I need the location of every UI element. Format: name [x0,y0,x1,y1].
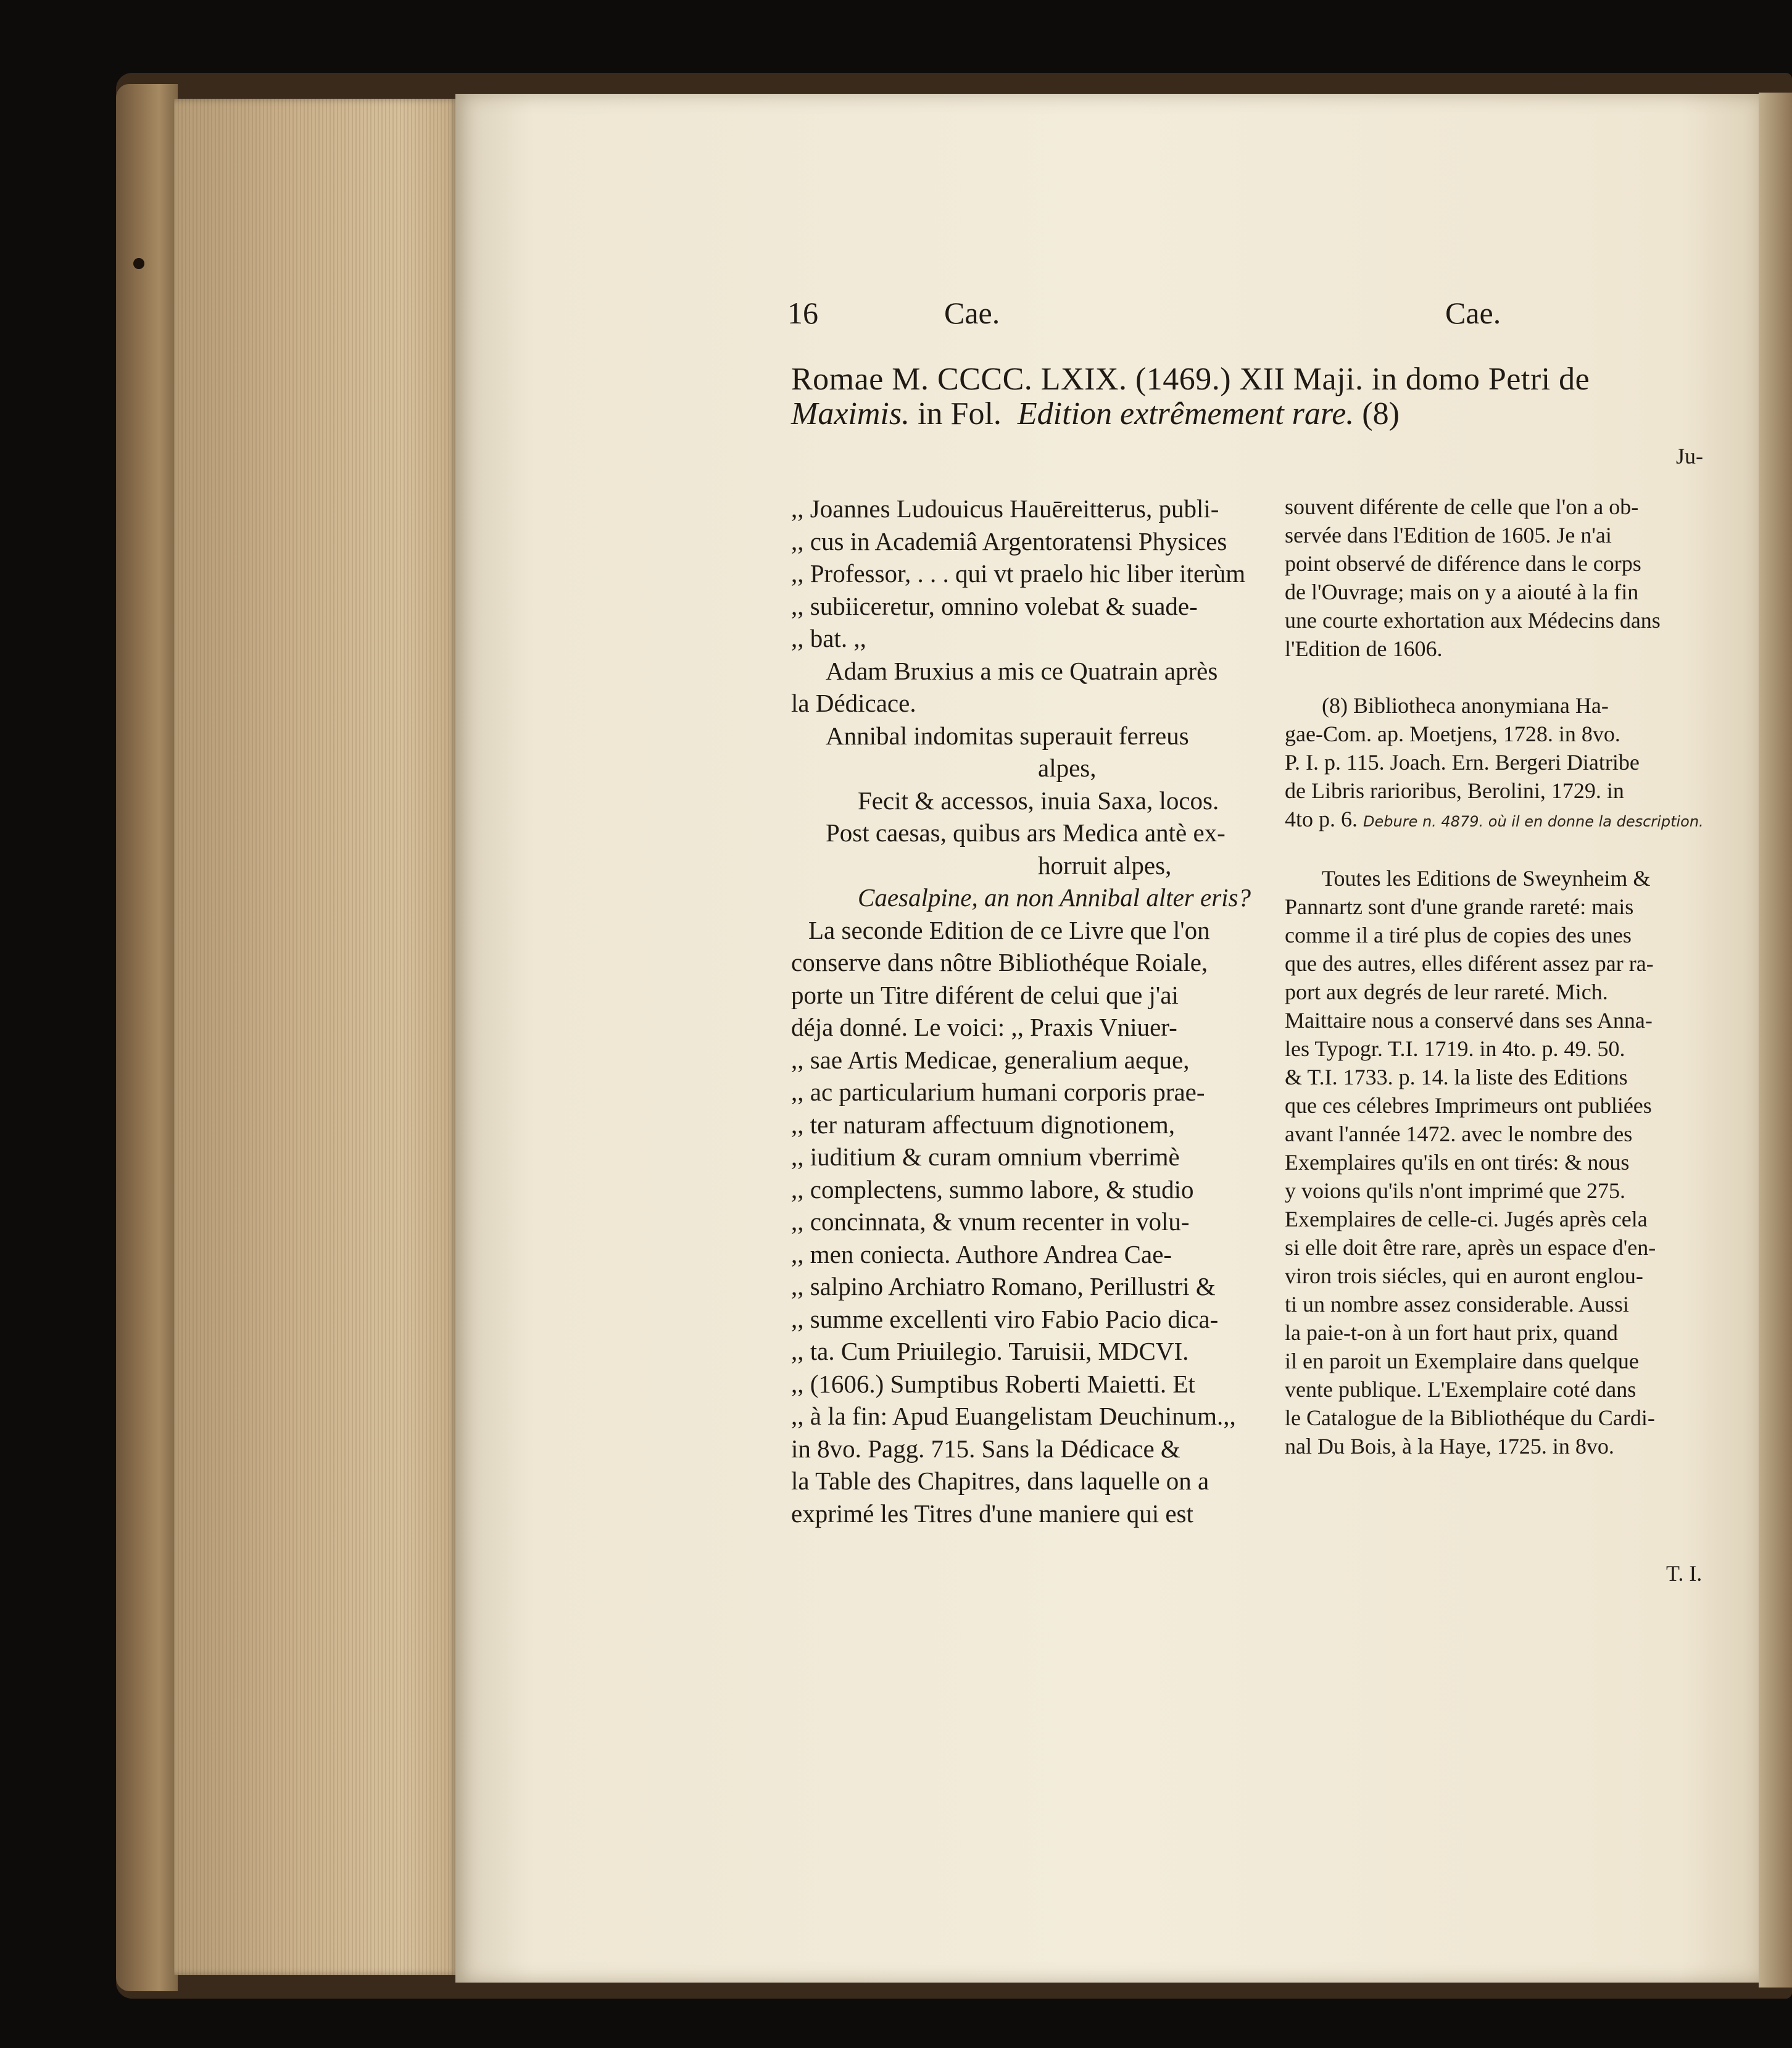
left-line: ,, bat. ,, [791,624,866,652]
right-line: que ces célebres Imprimeurs ont publiées [1285,1093,1652,1118]
right-line: point observé de diférence dans le corps [1285,551,1641,576]
left-line: ,, men coniecta. Authore Andrea Cae- [791,1239,1172,1268]
footnote-line: (8) Bibliotheca anonymiana Ha- [1322,693,1609,718]
left-line: ,, cus in Academiâ Argentoratensi Physices [791,527,1227,556]
right-line: une courte exhortation aux Médecins dans [1285,608,1661,633]
entry-title-format: in Fol. [918,396,1002,431]
left-line: ,, ter naturam affectuum dignotionem, [791,1110,1176,1139]
right-line: vente publique. L'Exemplaire coté dans [1285,1377,1636,1402]
page-block-edge [174,99,458,1975]
entry-title-line-1 [791,362,1590,398]
running-head-right: Cae. [1445,296,1501,330]
right-line: y voions qu'ils n'ont imprimé que 275. [1285,1178,1625,1203]
left-line: ,, ta. Cum Priuilegio. Taruisii, MDCVI. [791,1337,1189,1365]
left-line: Caesalpine, an non Annibal alter eris? [858,883,1251,912]
left-line: alpes, [1038,754,1097,782]
right-line: Exemplaires de celle-ci. Jugés après cela [1285,1207,1648,1231]
catchword-bottom: T. I. [1666,1561,1703,1586]
left-line: ,, ac particularium humani corporis prae- [791,1078,1205,1106]
left-line: porte un Titre diférent de celui que j'ai [791,980,1179,1009]
left-line: in 8vo. Pagg. 715. Sans la Dédicace & [791,1434,1180,1463]
left-line: ,, subiiceretur, omnino volebat & suade- [791,591,1198,620]
entry-title-rarity: Edition extrêmement rare. [1017,396,1354,431]
left-line: ,, summe excellenti viro Fabio Pacio dica- [791,1304,1219,1333]
footnote-line-text: 4to p. 6. [1285,807,1358,831]
right-line: & T.I. 1733. p. 14. la liste des Editions [1285,1065,1628,1089]
left-column [791,493,1254,1530]
left-line: ,, Professor, . . . qui vt praelo hic liber iterùm [791,559,1246,588]
right-line: si elle doit être rare, après un espace d'en- [1285,1235,1656,1260]
left-line: Post caesas, quibus ars Medica antè ex- [826,818,1226,847]
right-line: nal Du Bois, à la Haye, 1725. in 8vo. [1285,1434,1614,1459]
footnote-line [1285,805,1711,836]
right-line: Exemplaires qu'ils en ont tirés: & nous [1285,1150,1630,1175]
right-line: Pannartz sont d'une grande rareté: mais [1285,894,1634,919]
right-line: il en paroit un Exemplaire dans quelque [1285,1349,1639,1373]
right-line: les Typogr. T.I. 1719. in 4to. p. 49. 50. [1285,1036,1625,1061]
left-line: Annibal indomitas superauit ferreus [826,721,1189,750]
left-line: déja donné. Le voici: ,, Praxis Vniuer- [791,1013,1177,1041]
entry-title-footnote-ref: (8) [1362,396,1400,431]
right-spacer [1285,836,1711,864]
right-column [1285,493,1711,1460]
catchword-top: Ju- [1676,444,1703,468]
entry-title-text-1: Romae M. CCCC. LXIX. (1469.) XII Maji. in domo Petri de [791,362,1590,397]
left-line: ,, iuditium & curam omnium vberrimè [791,1143,1180,1171]
left-line: ,, Joannes Ludouicus Hauēreitterus, publi- [791,494,1219,523]
page-number: 16 [787,296,818,330]
entry-title-printer: Maximis. [791,396,910,431]
left-line: ,, concinnata, & vnum recenter in volu- [791,1207,1190,1236]
left-line: exprimé les Titres d'une maniere qui est [791,1499,1193,1528]
entry-title-line-2 [791,396,1400,432]
right-line: de l'Ouvrage; mais on y a aiouté à la fin [1285,580,1639,604]
right-line: l'Edition de 1606. [1285,636,1443,661]
right-line: servée dans l'Edition de 1605. Je n'ai [1285,523,1612,547]
right-line: le Catalogue de la Bibliothéque du Cardi- [1285,1405,1655,1430]
right-line: ti un nombre assez considerable. Aussi [1285,1292,1629,1317]
right-line: Maittaire nous a conservé dans ses Anna- [1285,1008,1653,1033]
right-spacer [1285,663,1711,691]
right-line: Toutes les Editions de Sweynheim & [1322,866,1651,891]
right-line: avant l'année 1472. avec le nombre des [1285,1122,1633,1146]
right-page-edge [1759,93,1792,1988]
left-line: la Table des Chapitres, dans laquelle on a [791,1467,1209,1495]
left-line: horruit alpes, [1038,851,1172,880]
right-line: comme il a tiré plus de copies des unes [1285,923,1632,947]
left-line: ,, complectens, summo labore, & studio [791,1175,1194,1204]
footnote-line: P. I. p. 115. Joach. Ern. Bergeri Diatribe [1285,750,1640,775]
right-line: souvent diférente de celle que l'on a ob- [1285,494,1639,519]
left-line: Adam Bruxius a mis ce Quatrain après [826,656,1218,685]
right-line: port aux degrés de leur rareté. Mich. [1285,980,1608,1004]
footnote-line: de Libris rarioribus, Berolini, 1729. in [1285,778,1624,803]
handwritten-annotation: Debure n. 4879. où il en donne la description. [1363,813,1704,830]
left-line: ,, (1606.) Sumptibus Roberti Maietti. Et [791,1369,1195,1398]
left-line: la Dédicace. [791,689,916,717]
running-head-left: Cae. [944,296,1000,330]
left-line: ,, salpino Archiatro Romano, Perillustri & [791,1272,1216,1301]
left-line: ,, à la fin: Apud Euangelistam Deuchinum.,, [791,1402,1236,1430]
left-line: ,, sae Artis Medicae, generalium aeque, [791,1045,1190,1074]
footnote-line: gae-Com. ap. Moetjens, 1728. in 8vo. [1285,722,1620,746]
left-line: conserve dans nôtre Bibliothéque Roiale, [791,948,1208,976]
left-line: Fecit & accessos, inuia Saxa, locos. [858,786,1219,815]
right-line: la paie-t-on à un fort haut prix, quand [1285,1320,1618,1345]
right-line: que des autres, elles diférent assez par ra- [1285,951,1654,976]
book-spine-edge [116,84,178,1991]
right-line: viron trois siécles, qui en auront englou- [1285,1263,1643,1288]
binding-hole [133,258,144,269]
left-line: La seconde Edition de ce Livre que l'on [808,915,1210,944]
